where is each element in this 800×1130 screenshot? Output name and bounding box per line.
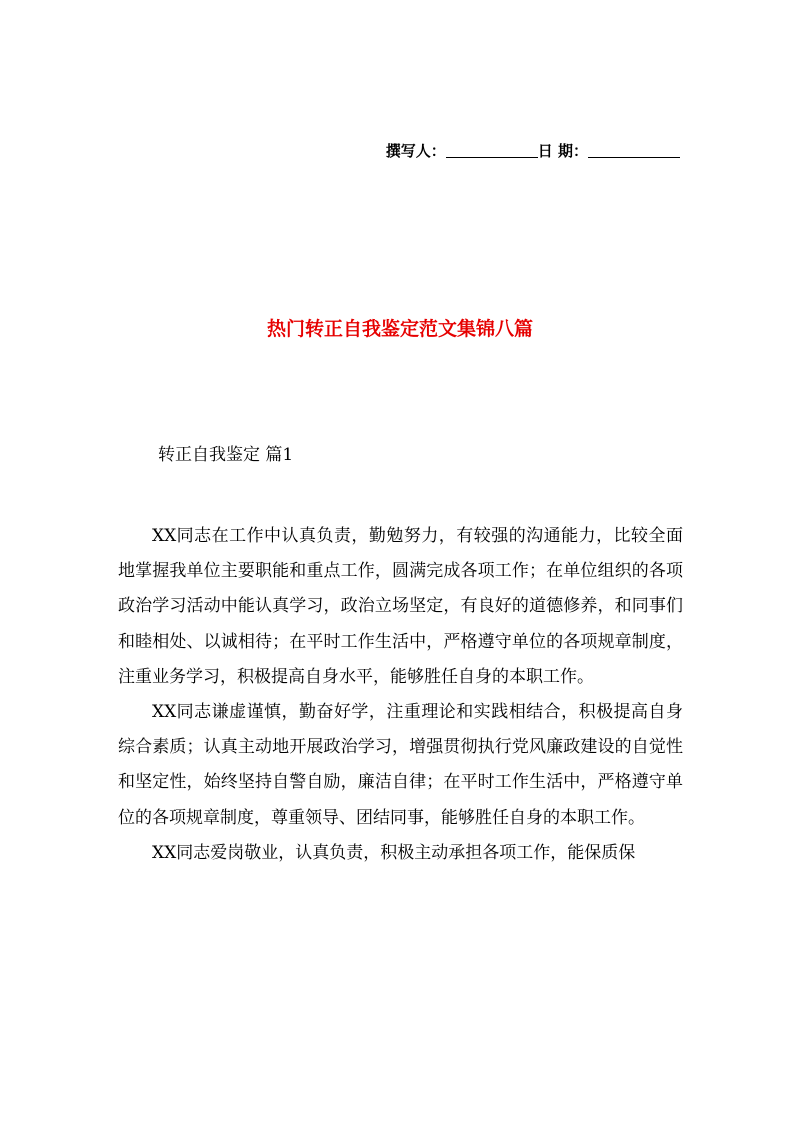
date-label: 日 期： — [537, 142, 588, 160]
author-label: 撰写人： — [385, 142, 446, 160]
paragraph-1: XX同志在工作中认真负责，勤勉努力，有较强的沟通能力，比较全面地掌握我单位主要职能和重点工作，圆满完成各项工作；在单位组织的各项政治学习活动中能认真学习，政治立场坚定，有良好的道德修养，和同事们和睦相处、以诚相待；在平时工作生活中，严格遵守单位的各项规章制度，注重业务学习，积极提高自身水平，能够胜任自身的本职工作。 — [118, 526, 683, 687]
paragraph-2: XX同志谦虚谨慎，勤奋好学，注重理论和实践相结合，积极提高自身综合素质；认真主动地开展政治学习，增强贯彻执行党风廉政建设的自觉性和坚定性，始终坚持自警自励，廉洁自律；在平时工作生活中，严格遵守单位的各项规章制度，尊重领导、团结同事，能够胜任自身的本职工作。 — [118, 702, 683, 828]
date-blank — [588, 143, 680, 158]
body-text — [118, 519, 683, 871]
author-blank — [446, 143, 538, 158]
author-date-line — [386, 140, 680, 161]
section-heading: 转正自我鉴定 篇1 — [158, 445, 294, 465]
paragraph-3: XX同志爱岗敬业，认真负责，积极主动承担各项工作，能保质保 — [152, 842, 636, 863]
document-title: 热门转正自我鉴定范文集锦八篇 — [266, 318, 533, 340]
